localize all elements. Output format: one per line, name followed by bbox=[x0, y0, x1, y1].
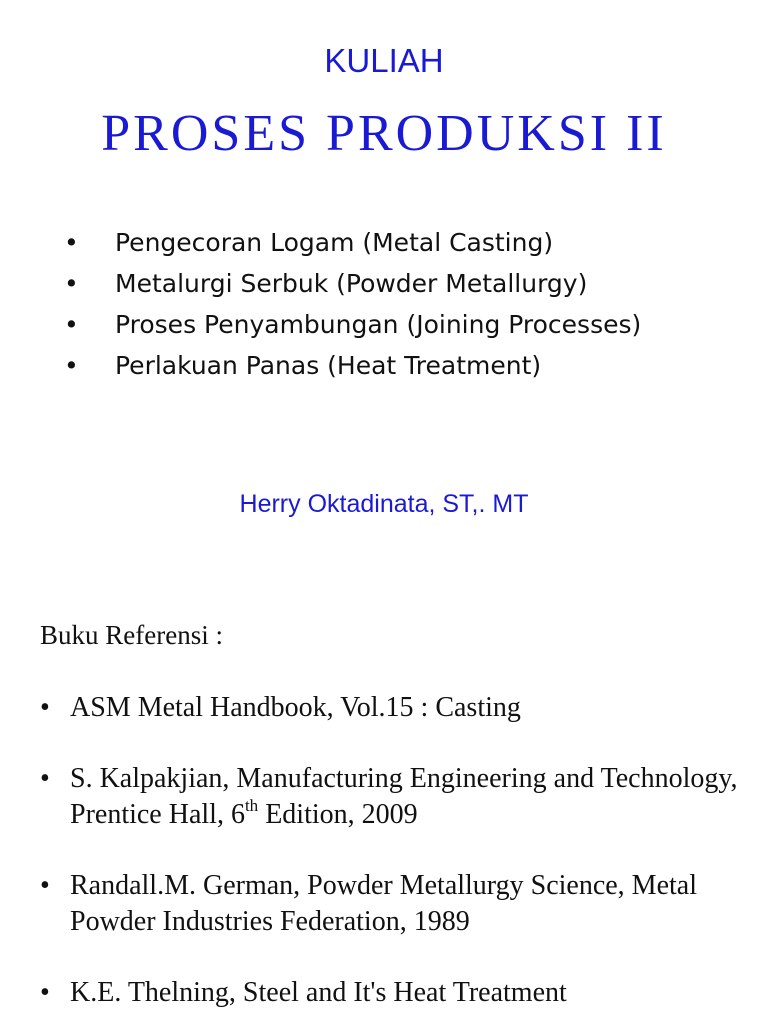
superscript: th bbox=[244, 796, 259, 815]
list-item bbox=[64, 304, 641, 345]
reference-text: ASM Metal Handbook, Vol.15 : Casting bbox=[70, 692, 521, 723]
author-name: Herry Oktadinata, ST,. MT bbox=[239, 490, 529, 518]
list-item bbox=[64, 263, 641, 304]
topic-list bbox=[64, 222, 641, 386]
references-heading: Buku Referensi : bbox=[40, 620, 223, 650]
bullet-icon: • bbox=[64, 228, 79, 257]
list-item bbox=[40, 690, 740, 726]
topic-text: Perlakuan Panas (Heat Treatment) bbox=[115, 351, 542, 380]
topic-text: Metalurgi Serbuk (Powder Metallurgy) bbox=[115, 269, 588, 298]
list-item bbox=[40, 868, 740, 940]
bullet-icon: • bbox=[40, 977, 50, 1008]
page-title: PROSES PRODUKSI II bbox=[101, 105, 667, 162]
course-label: KULIAH bbox=[324, 42, 444, 79]
list-item bbox=[64, 222, 641, 263]
bullet-icon: • bbox=[64, 310, 79, 339]
bullet-icon: • bbox=[40, 870, 50, 901]
bullet-icon: • bbox=[40, 763, 50, 794]
bullet-icon: • bbox=[64, 351, 79, 380]
reference-text: K.E. Thelning, Steel and It's Heat Treatment bbox=[70, 977, 567, 1008]
reference-text: Randall.M. German, Powder Metallurgy Science, Metal Powder Industries Federation, 1989 bbox=[70, 870, 697, 937]
topic-text: Pengecoran Logam (Metal Casting) bbox=[115, 228, 554, 257]
list-item bbox=[40, 761, 740, 833]
reference-list bbox=[40, 690, 740, 1024]
reference-text-end: Edition, 2009 bbox=[258, 799, 418, 830]
reference-text: S. Kalpakjian, Manufacturing Engineering and Technology, Prentice Hall, 6 bbox=[70, 763, 738, 830]
bullet-icon: • bbox=[64, 269, 79, 298]
list-item bbox=[40, 975, 740, 1011]
topic-text: Proses Penyambungan (Joining Processes) bbox=[115, 310, 642, 339]
list-item bbox=[64, 345, 641, 386]
bullet-icon: • bbox=[40, 692, 50, 723]
